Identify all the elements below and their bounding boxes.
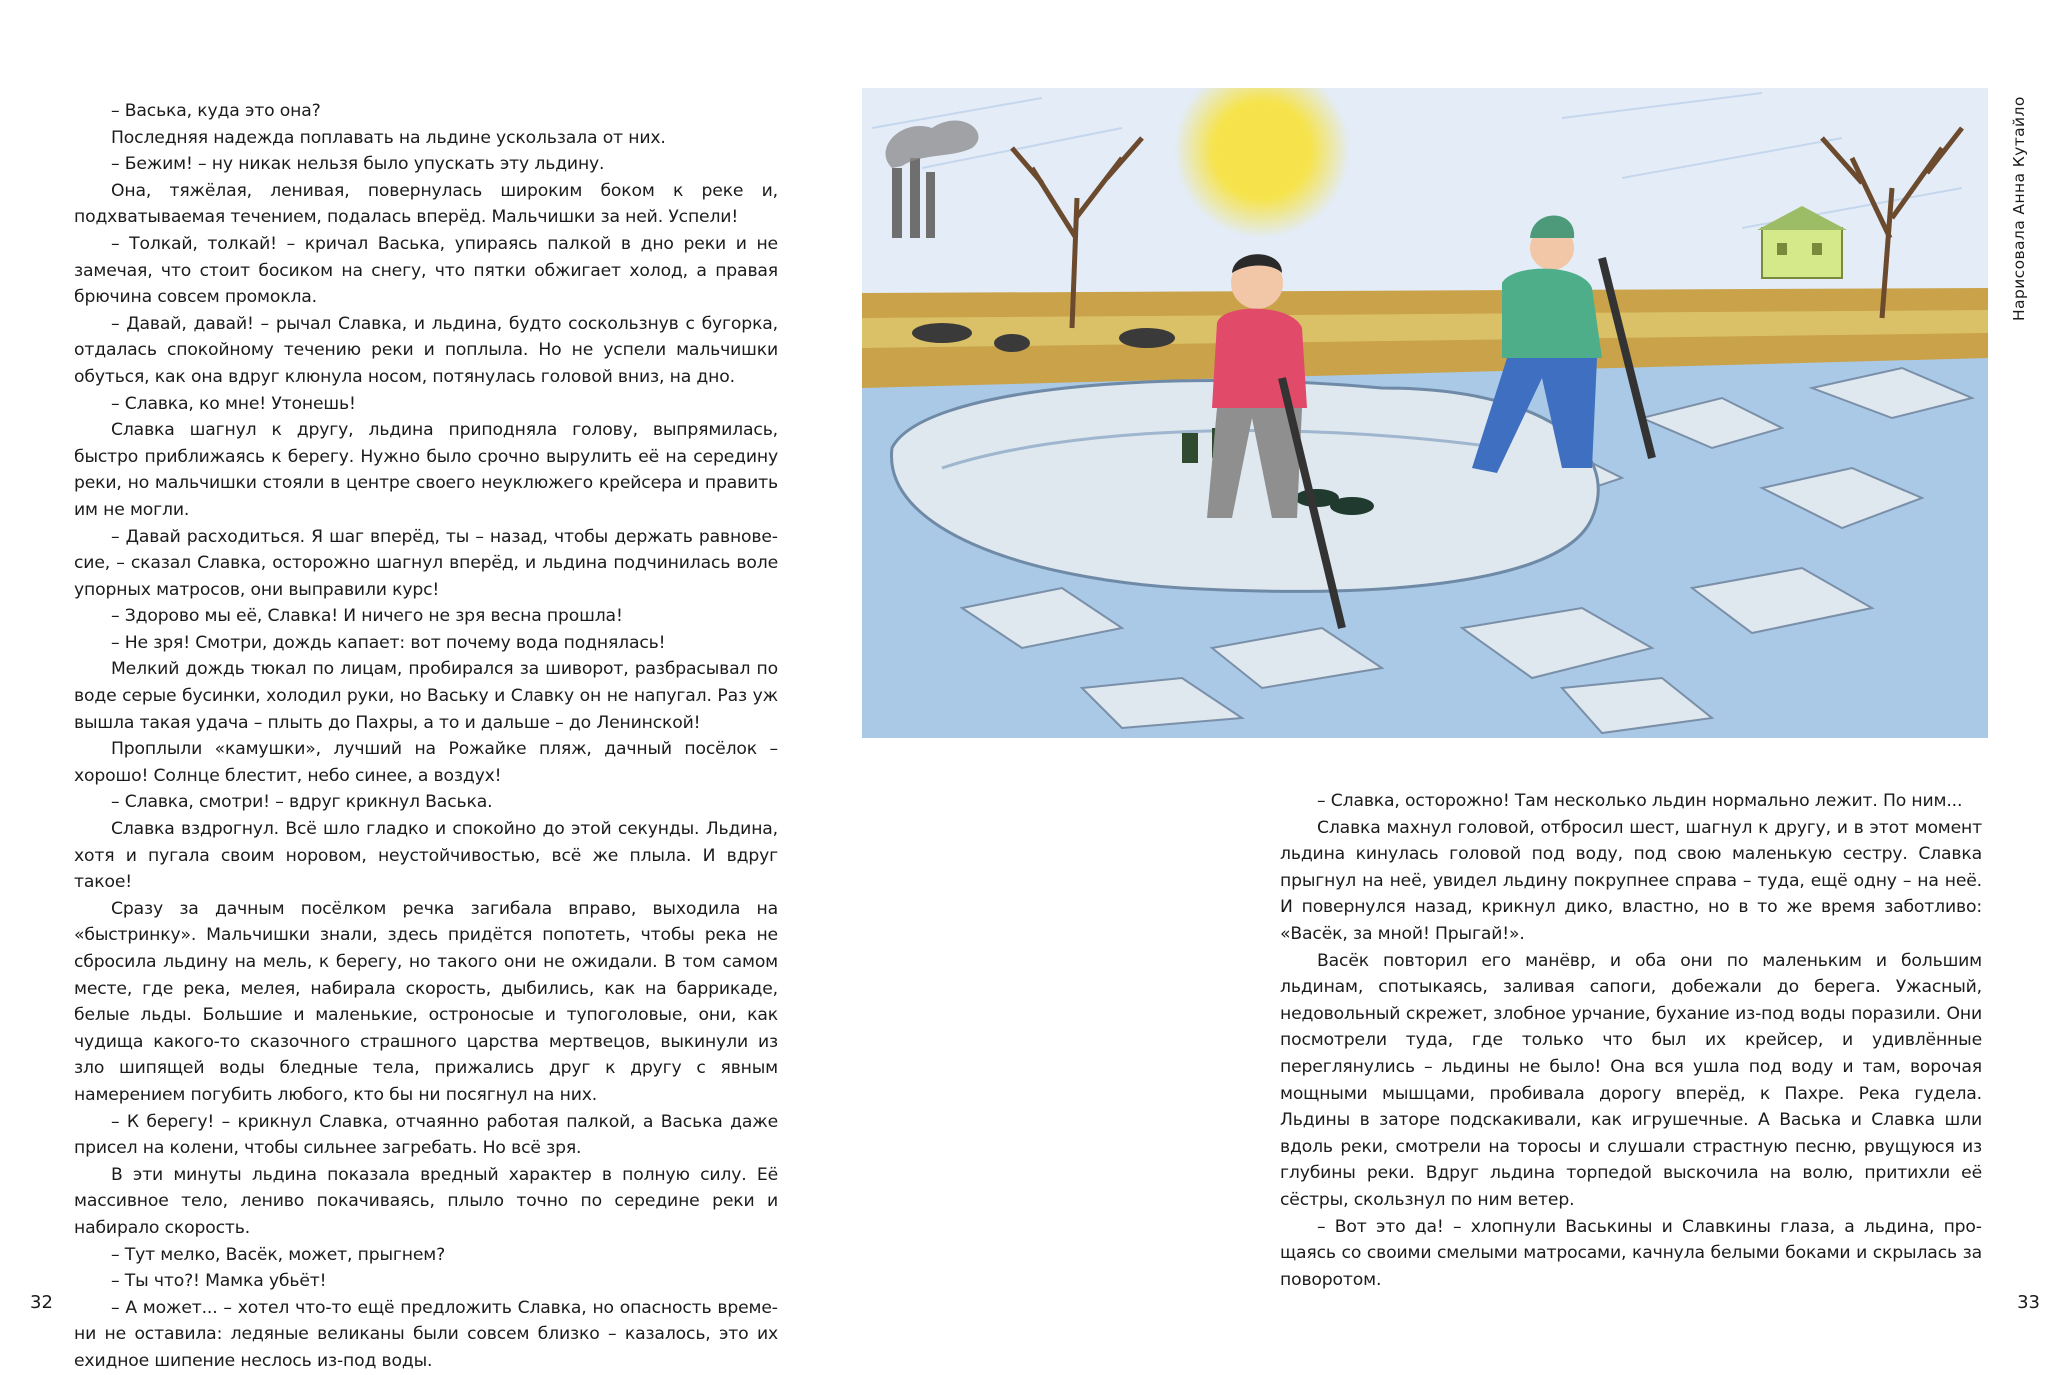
paragraph: Проплыли «камушки», лучший на Рожайке пляж, дачный посёлок – хорошо! Солнце блестит, небо синее, а воздух!: [74, 739, 778, 786]
paragraph: – Давай расходиться. Я шаг вперёд, ты – назад, чтобы держать равновесие, – сказал Славка, осторожно шагнул вперёд, и льдина подчинилась воле упорных матросов, они выправили курс!: [74, 526, 778, 600]
sun: [1216, 104, 1308, 196]
paragraph: – Не зря! Смотри, дождь капает: вот почему вода поднялась!: [111, 632, 666, 653]
paragraph: – Славка, смотри! – вдруг крикнул Васька.: [111, 792, 493, 813]
river-ice-drawing: [862, 88, 1988, 738]
paragraph: – Бежим! – ну никак нельзя было упускать эту льдину.: [111, 154, 605, 175]
paragraph: Славка махнул головой, отбросил шест, шагнул к другу, и в этот момент льдина кинулась головой под воду, под свою маленькую сестру. Славка прыгнул на неё, увидел льдину покрупнее справа – туда, ещё одну – на неё. И повернулся назад, крикнул дико, властно, но в то же время заботливо: «Васёк, за мной! Прыгай!».: [1280, 817, 1982, 944]
paragraph: Славка вздрогнул. Всё шло гладко и спокойно до этой секунды. Льдина, хотя и пугала своим норовом, неустойчивостью, всё же плыла. И вдруг такое!: [74, 819, 778, 893]
paragraph: – А может... – хотел что-то ещё предложить Славка, но опасность времени не оставила: ледяные великаны были совсем близко – казалось, это их ехидное шипение неслось из-под воды.: [74, 1297, 778, 1371]
right-page-text: [1280, 788, 1982, 1293]
illustration: [862, 88, 1988, 738]
paragraph: – Вот это да! – хлопнули Васькины и Славкины глаза, а льдина, прощаясь со своими смелыми матросами, качнула белыми боками и скрылась за поворотом.: [1280, 1216, 1982, 1290]
page-number-left: 32: [30, 1292, 53, 1313]
paragraph: – Славка, ко мне! Утонешь!: [111, 393, 356, 414]
paragraph: Она, тяжёлая, ленивая, повернулась широким боком к реке и, подхватываемая течением, подалась вперёд. Мальчишки за ней. Успели!: [74, 180, 778, 228]
left-page-text: [74, 98, 778, 1375]
paragraph: Славка шагнул к другу, льдина приподняла голову, выпрямилась, быстро приближаясь к берегу. Нужно было срочно вырулить её на середину реки, но мальчишки стояли в центре своего неуклюжего крейсера и править им не могли.: [74, 420, 778, 520]
paragraph: – Васька, куда это она?: [111, 101, 321, 121]
paragraph: – Тут мелко, Васёк, может, прыгнем?: [111, 1244, 446, 1265]
paragraph: Сразу за дачным посёлком речка загибала вправо, выходила на «быстринку». Мальчишки знали, здесь придётся попотеть, чтобы река не сбросила льдину на мель, к берегу, но такого они не ожидали. В том самом месте, где река, мелея, набирала скорость, дыбились, как на баррикаде, белые льды. Большие и маленькие, остроносые и тупоголовые, они, как чудища какого-то сказочного страшного царства мертвецов, выкинули из зло шипящей воды бледные тела, прижались друг к другу с явным намерением погубить любого, кто бы ни посягнул на них.: [74, 898, 778, 1105]
paragraph: – Славка, осторожно! Там несколько льдин нормально лежит. По ним...: [1317, 791, 1963, 811]
paragraph: – Толкай, толкай! – кричал Васька, упираясь палкой в дно реки и не замечая, что стоит босиком на снегу, что пятки обжигает холод, а правая брючина совсем промокла.: [74, 233, 778, 308]
paragraph: Мелкий дождь тюкал по лицам, пробирался за шиворот, разбрасывал по воде серые бусинки, холодил руки, но Ваську и Славку он не напугал. Раз уж вышла такая удача – плыть до Пахры, а то и дальше – до Ленинской!: [74, 659, 778, 733]
paragraph: – К берегу! – крикнул Славка, отчаянно работая палкой, а Васька даже присел на колени, чтобы сильнее загребать. Но всё зря.: [74, 1111, 778, 1159]
paragraph: Васёк повторил его манёвр, и оба они по маленьким и большим льдинам, спотыкаясь, заливая сапоги, добежали до берега. Ужасный, недовольный скрежет, злобное урчание, бухание из-под воды поразили. Они посмотрели туда, где только что был их крейсер, и удивлённые переглянулись – льдины не было! Она вся ушла под воду и там, ворочая мощными мышцами, пробивала дорогу вперёд, к Пахре. Река гудела. Льдины в заторе подскакивали, как игрушечные. А Васька и Славка шли вдоль реки, смотрели на торосы и слушали страстную песню, рвущуюся из глубины реки. Вдруг льдина торпедой выскочила на волю, притихли её сёстры, скользнул по ним ветер.: [1280, 950, 1982, 1210]
paragraph: Последняя надежда поплавать на льдине ускользала от них.: [111, 127, 666, 148]
paragraph: – Здорово мы её, Славка! И ничего не зря весна прошла!: [111, 606, 623, 627]
page-number-right: 33: [2017, 1292, 2040, 1313]
paragraph: В эти минуты льдина показала вредный характер в полную силу. Её массивное тело, лениво покачиваясь, плыло точно по середине реки и набирало скорость.: [74, 1164, 778, 1238]
paragraph: – Ты что?! Мамка убьёт!: [111, 1271, 327, 1292]
paragraph: – Давай, давай! – рычал Славка, и льдина, будто соскользнув с бугорка, отдалась спокойному течению реки и поплыла. Но не успели мальчишки обуться, как она вдруг клюнула носом, потянулась головой вниз, на дно.: [74, 313, 778, 387]
illustration-credit: Нарисовала Анна Кутайло: [2010, 96, 2028, 321]
